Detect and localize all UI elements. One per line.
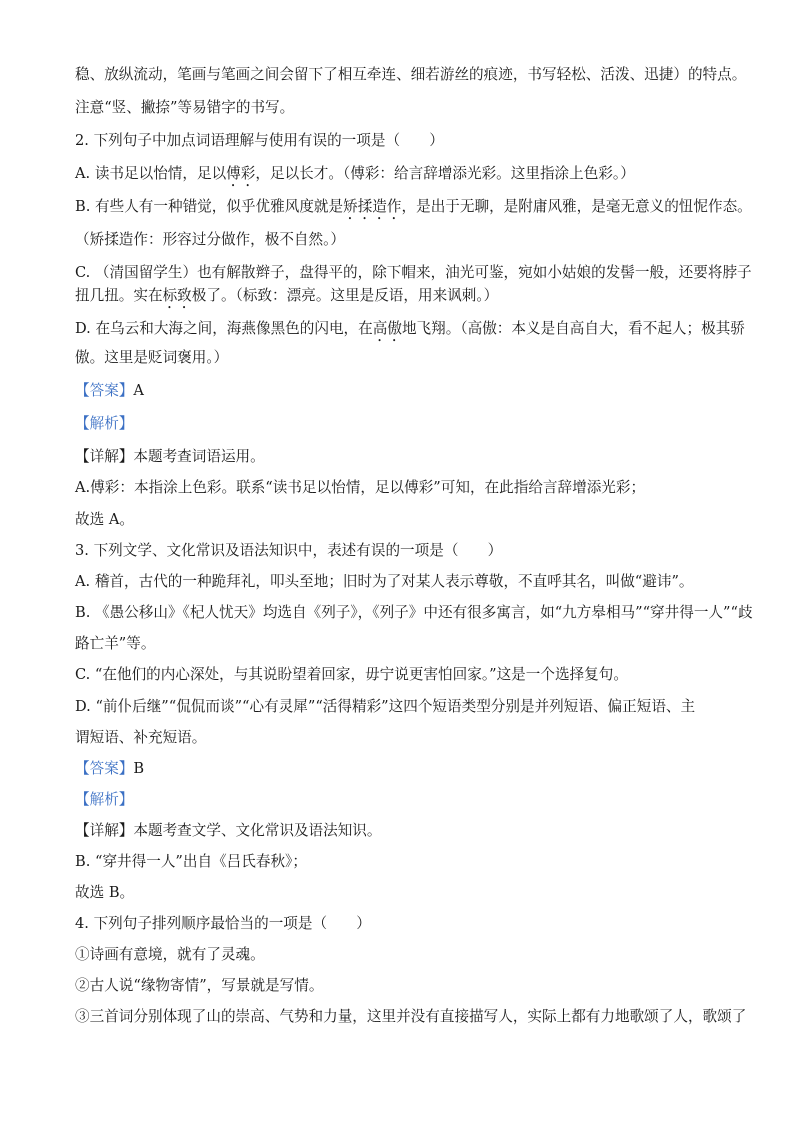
text-line: 谓短语、补充短语。	[75, 729, 207, 746]
text-line: 稳、放纵流动，笔画与笔画之间会留下了相互牵连、细若游丝的痕迹，书写轻松、活泼、迅捷）的特点。	[75, 66, 747, 83]
text-line: 故选 B。	[75, 884, 135, 901]
text-line: 注意“竖、撇捺”等易错字的书写。	[75, 99, 295, 116]
question-stem: 2. 下列句子中加点词语理解与使用有误的一项是（ ）	[75, 132, 444, 149]
answer-line: 【答案】B	[75, 760, 145, 777]
option-b: B. 《愚公移山》《杞人忧天》均选自《列子》，《列子》中还有很多寓言，如“九方皋相马”“穿井得一人”“歧	[75, 604, 753, 621]
emphasized-word: 高傲	[372, 320, 402, 337]
text-line: 故选 A。	[75, 511, 134, 528]
emphasized-word: 矫揉造作	[343, 198, 402, 215]
option-d: D. “前仆后继”“侃侃而谈”“心有灵犀”“活得精彩”这四个短语类型分别是并列短语、偏正短语、主	[75, 698, 696, 715]
answer-line: 【答案】A	[75, 382, 144, 399]
option-b: B. 有些人有一种错觉，似乎优雅风度就是矫揉造作，是出于无聊，是附庸风雅，是毫无意义的忸怩作态。	[75, 198, 752, 215]
text-line: （矫揉造作：形容过分做作，极不自然。）	[75, 231, 345, 248]
text-line: ③三首词分别体现了山的崇高、气势和力量，这里并没有直接描写人，实际上都有力地歌颂了人，歌颂了	[75, 1008, 747, 1025]
text-line: 傲。这里是贬词褒用。）	[75, 349, 229, 366]
emphasized-word: 标致	[162, 287, 192, 304]
option-a: A. 稽首，古代的一种跪拜礼，叩头至地；旧时为了对某人表示尊敬，不直呼其名，叫做“避讳”。	[75, 573, 694, 590]
option-a: A. 读书足以怡情，足以傅彩，足以长才。（傅彩：给言辞增添光彩。这里指涂上色彩。）	[75, 165, 635, 182]
text-line: B. “穿井得一人”出自《吕氏春秋》；	[75, 853, 307, 870]
text-line: A.傅彩：本指涂上色彩。联系“读书足以怡情，足以傅彩”可知，在此指给言辞增添光彩；	[75, 479, 646, 496]
question-stem: 3. 下列文学、文化常识及语法知识中，表述有误的一项是（ ）	[75, 542, 503, 559]
answer-tag: 【答案】	[75, 760, 134, 777]
option-c: C. （清国留学生）也有解散辫子，盘得平的，除下帽来，油光可鉴，宛如小姑娘的发髻一般，还要将脖子	[75, 264, 752, 281]
analysis-tag: 【解析】	[75, 791, 134, 808]
text-line: ①诗画有意境，就有了灵魂。	[75, 946, 265, 963]
text-line: 【详解】本题考查词语运用。	[75, 448, 265, 465]
text-line: 扭几扭。实在标致极了。（标致：漂亮。这里是反语，用来讽刺。）	[75, 287, 499, 304]
question-stem: 4. 下列句子排列顺序最恰当的一项是（ ）	[75, 915, 371, 932]
emphasized-word: 傅彩	[226, 165, 256, 182]
text-line: ②古人说“缘物寄情”，写景就是写情。	[75, 977, 324, 994]
answer-tag: 【答案】	[75, 382, 134, 399]
option-d: D. 在乌云和大海之间，海燕像黑色的闪电，在高傲地飞翔。（高傲：本义是自高自大，看不起人；极其骄	[75, 320, 745, 337]
option-c: C. “在他们的内心深处，与其说盼望着回家，毋宁说更害怕回家。”这是一个选择复句。	[75, 666, 628, 683]
analysis-tag: 【解析】	[75, 415, 134, 432]
text-line: 路亡羊”等。	[75, 635, 156, 652]
text-line: 【详解】本题考查文学、文化常识及语法知识。	[75, 822, 382, 839]
